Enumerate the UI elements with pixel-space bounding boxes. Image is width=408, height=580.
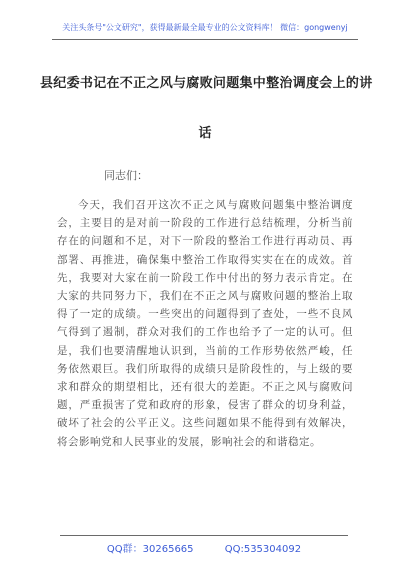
document-title: 县纪委书记在不正之风与腐败问题集中整治调度会上的讲 [40, 76, 373, 91]
document-title-continued: 话 [198, 126, 212, 141]
salutation: 同志们： [104, 169, 148, 182]
page-header-notice: 关注头条号"公文研究"，获得最新最全最专业的公文资料库！ 微信：gongwenyj [52, 22, 358, 40]
footer-qq-group: QQ群：30265665 [106, 544, 194, 555]
page-footer [60, 535, 348, 555]
body-paragraph: 今天，我们召开这次不正之风与腐败问题集中整治调度会，主要目的是对前一阶段的工作进行总结梳理，分析当前存在的问题和不足，对下一阶段的整治工作进行再动员、再部署、再推进，确保集中整治工作取得实实在在的成效。首先，我要对大家在前一阶段工作中付出的努力表示肯定。在大家的共同努力下，我们在不正之风与腐败问题的整治上取得了一定的成绩。一些突出的问题得到了查处，一些不良风气得到了遏制，群众对我们的工作也给予了一定的认可。但是，我们也要清醒地认识到，当前的工作形势依然严峻，任务依然艰巨。我们所取得的成绩只是阶段性的，与上级的要求和群众的期望相比，还有很大的差距。不正之风与腐败问题，严重损害了党和政府的形象，侵害了群众的切身利益，破坏了社会的公平正义。这些问题如果不能得到有效解决，将会影响党和人民事业的发展，影响社会的和谐稳定。 [57, 199, 353, 448]
footer-qq: QQ:535304092 [224, 544, 302, 555]
